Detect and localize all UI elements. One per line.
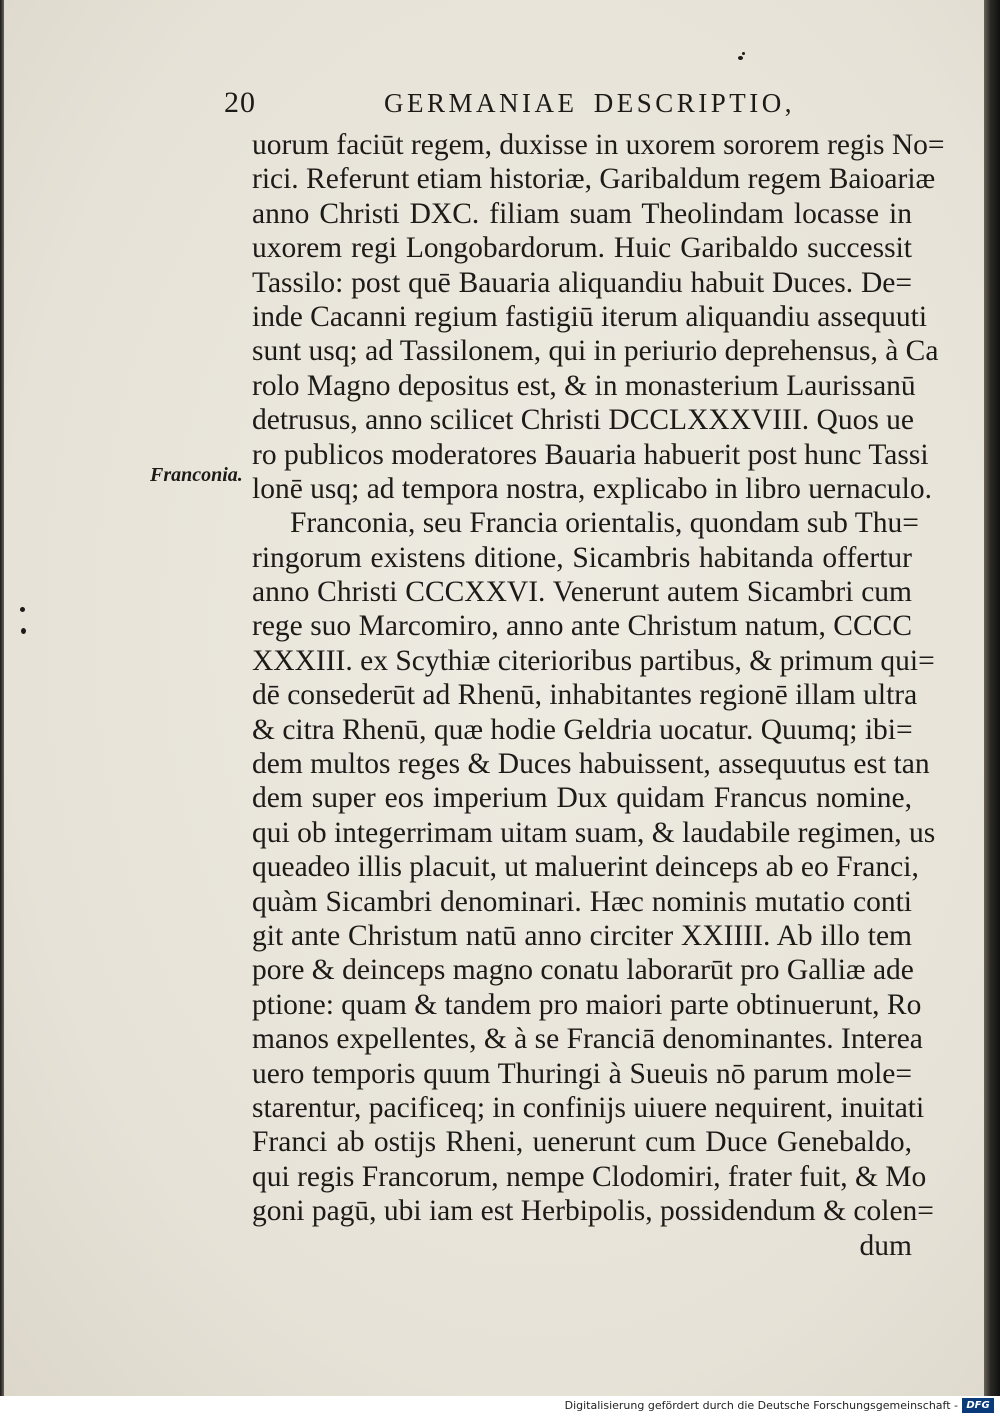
text-line: XXXIII. ex Scythiæ citerioribus partibus, & primum qui= — [252, 644, 935, 677]
funding-credit: Digitalisierung gefördert durch die Deutsche Forschungsgemeinschaft - — [564, 1399, 958, 1412]
text-line: rolo Magno depositus est, & in monasterium Laurissanū — [252, 369, 916, 402]
text-line: rici. Referunt etiam historiæ, Garibaldum regem Baioariæ — [252, 163, 936, 196]
dfg-logo: DFG — [962, 1398, 994, 1413]
text-line: Franci ab ostijs Rheni, uenerunt cum Duce Genebaldo, — [252, 1126, 912, 1159]
ink-speck — [20, 607, 25, 612]
text-line: ringorum existens ditione, Sicambris habitanda offertur — [252, 541, 912, 574]
text-line: detrusus, anno scilicet Christi DCCLXXXVIII. Quos ue — [252, 404, 915, 437]
text-line: sunt usq; ad Tassilonem, qui in periurio deprehensus, à Ca — [252, 335, 939, 368]
text-line: qui ob integerrimam uitam suam, & laudabile regimen, us — [252, 816, 936, 849]
text-line: ro publicos moderatores Bauaria habuerit post hunc Tassi — [252, 438, 929, 471]
text-line: inde Cacanni regium fastigiū iterum aliquandiu assequuti — [252, 300, 928, 333]
text-line: dē consederūt ad Rhenū, inhabitantes regionē illam ultra — [252, 679, 918, 712]
digitization-footer — [0, 1396, 1000, 1416]
page-number: 20 — [224, 86, 256, 119]
text-line: queadeo illis placuit, ut maluerint deinceps ab eo Franci, — [252, 851, 919, 884]
text-line: goni pagū, ubi iam est Herbipolis, possidendum & colen= — [252, 1195, 934, 1228]
text-line: qui regis Francorum, nempe Clodomiri, frater fuit, & Mo — [252, 1160, 927, 1193]
text-line: ptione: quam & tandem pro maiori parte obtinuerunt, Ro — [252, 988, 922, 1021]
text-line: pore & deinceps magno conatu laborarūt pro Galliæ ade — [252, 954, 914, 987]
text-line: dem super eos imperium Dux quidam Francus nomine, — [252, 782, 912, 815]
page-right-edge — [984, 0, 1000, 1396]
running-header — [224, 86, 924, 126]
text-line: Tassilo: post quē Bauaria aliquandiu habuit Duces. De= — [252, 266, 912, 299]
text-line: manos expellentes, & à se Franciā denominantes. Interea — [252, 1023, 923, 1056]
text-line: git ante Christum natū anno circiter XXIIII. Ab illo tem — [252, 919, 912, 952]
text-line: anno Christi DXC. filiam suam Theolindam locasse in — [252, 197, 912, 230]
text-line: anno Christi CCCXXVI. Venerunt autem Sicambri cum — [252, 576, 912, 609]
ink-speck — [742, 52, 745, 55]
catchword: dum — [859, 1229, 912, 1262]
body-text — [252, 128, 945, 1263]
text-line: uxorem regi Longobardorum. Huic Garibaldo successit — [252, 232, 912, 265]
text-line: starentur, pacificeq; in confinijs uiuere nequirent, inuitati — [252, 1091, 925, 1124]
text-line: dem multos reges & Duces habuissent, assequutus est tan — [252, 748, 930, 781]
ink-speck — [21, 628, 26, 634]
margin-note: Franconia. — [150, 464, 243, 486]
text-line: quàm Sicambri denominari. Hæc nominis mutatio conti — [252, 885, 912, 918]
running-title: GERMANIAE DESCRIPTIO, — [384, 88, 796, 118]
text-line: & citra Rhenū, quæ hodie Geldria uocatur. Quumq; ibi= — [252, 713, 913, 746]
text-line: uorum faciūt regem, duxisse in uxorem sororem regis No= — [252, 129, 945, 161]
text-line: uero temporis quum Thuringi à Sueuis nō parum mole= — [252, 1057, 912, 1090]
ink-speck — [738, 56, 743, 60]
text-line-paragraph-start: Franconia, seu Francia orientalis, quondam sub Thu= — [290, 507, 919, 540]
text-line: lonē usq; ad tempora nostra, explicabo in libro uernaculo. — [252, 472, 932, 505]
text-line: rege suo Marcomiro, anno ante Christum natum, CCCC — [252, 610, 912, 643]
